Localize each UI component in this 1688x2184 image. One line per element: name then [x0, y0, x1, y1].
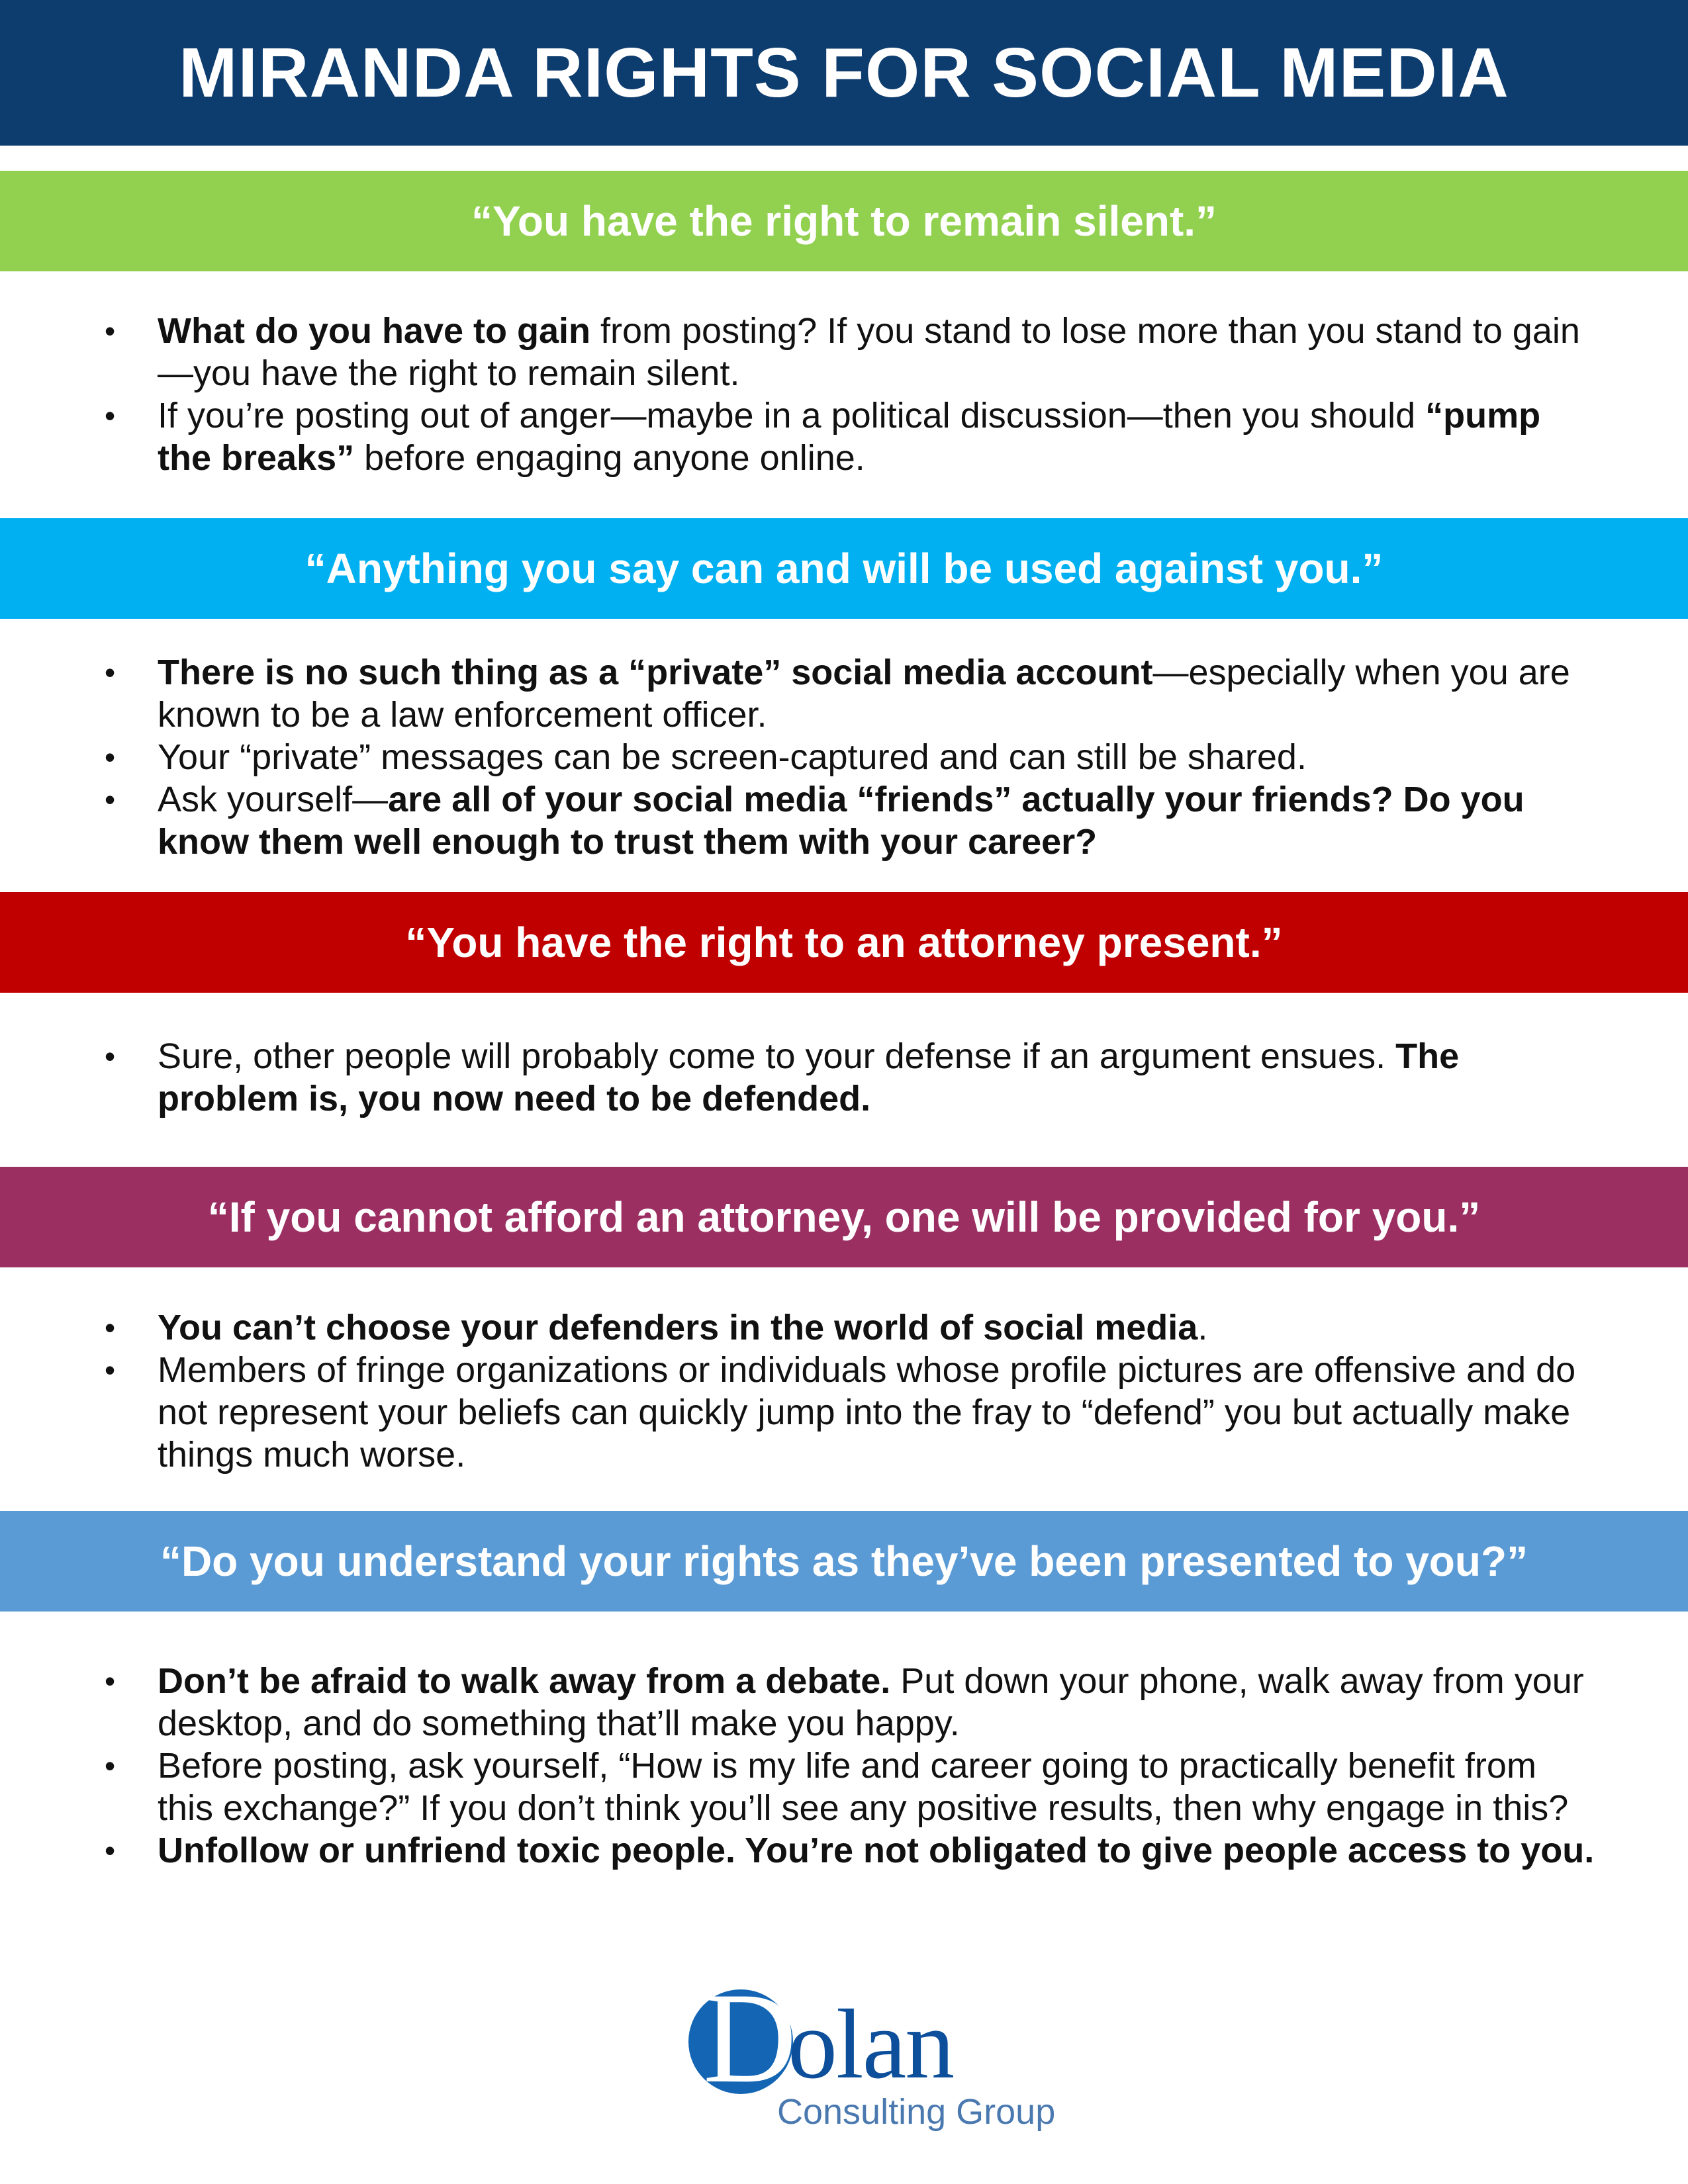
section-4-heading-band: [0, 1167, 1688, 1267]
section-4-list: [99, 1306, 1595, 1476]
section-2-heading: “Anything you say can and will be used against you.”: [305, 545, 1383, 592]
section-1-heading: “You have the right to remain silent.”: [471, 197, 1217, 245]
logo-tagline: Consulting Group: [777, 2092, 1056, 2132]
section-3-heading-band: [0, 892, 1688, 993]
list-item: • What do you have to gain from posting? If you stand to lose more than you stand to gain—you have the right to remain silent.: [99, 310, 1595, 394]
section-5-heading: “Do you understand your rights as they’ve been presented to you?”: [160, 1537, 1528, 1585]
section-3-list: [99, 1035, 1595, 1120]
list-item: • Unfollow or unfriend toxic people. You’re not obligated to give people access to you.: [99, 1829, 1595, 1872]
page-title: MIRANDA RIGHTS FOR SOCIAL MEDIA: [179, 33, 1509, 112]
list-item: • Ask yourself—are all of your social media “friends” actually your friends? Do you know them well enough to trust them with your career?: [99, 778, 1595, 863]
list-item: • If you’re posting out of anger—maybe in a political discussion—then you should “pump the breaks” before engaging anyone online.: [99, 394, 1595, 479]
list-item: • Before posting, ask yourself, “How is my life and career going to practically benefit from this exchange?” If you don’t think you’ll see any positive results, then why engage in this?: [99, 1745, 1595, 1829]
section-1-heading-band: [0, 171, 1688, 271]
list-item: • You can’t choose your defenders in the world of social media.: [99, 1306, 1595, 1349]
title-bar: [0, 0, 1688, 146]
section-5-heading-band: [0, 1511, 1688, 1612]
list-item: • Your “private” messages can be screen-captured and can still be shared.: [99, 736, 1595, 778]
section-3-heading: “You have the right to an attorney present.”: [405, 919, 1283, 966]
section-4-heading: “If you cannot afford an attorney, one will be provided for you.”: [207, 1193, 1481, 1241]
logo-name: olan: [788, 1989, 954, 2099]
section-1-list: [99, 310, 1595, 479]
list-item: • Sure, other people will probably come to your defense if an argument ensues. The problem is, you now need to be defended.: [99, 1035, 1595, 1120]
section-2-heading-band: [0, 518, 1688, 619]
section-5-list: [99, 1660, 1595, 1872]
list-item: • There is no such thing as a “private” social media account—especially when you are known to be a law enforcement officer.: [99, 651, 1595, 736]
section-2-list: [99, 651, 1595, 863]
dolan-logo: [688, 1966, 1056, 2144]
list-item: • Members of fringe organizations or individuals whose profile pictures are offensive and do not represent your beliefs can quickly jump into the fray to “defend” you but actually make things much worse.: [99, 1349, 1595, 1476]
logo-letter: D: [703, 1966, 797, 2110]
list-item: • Don’t be afraid to walk away from a debate. Put down your phone, walk away from your desktop, and do something that’ll make you happy.: [99, 1660, 1595, 1745]
